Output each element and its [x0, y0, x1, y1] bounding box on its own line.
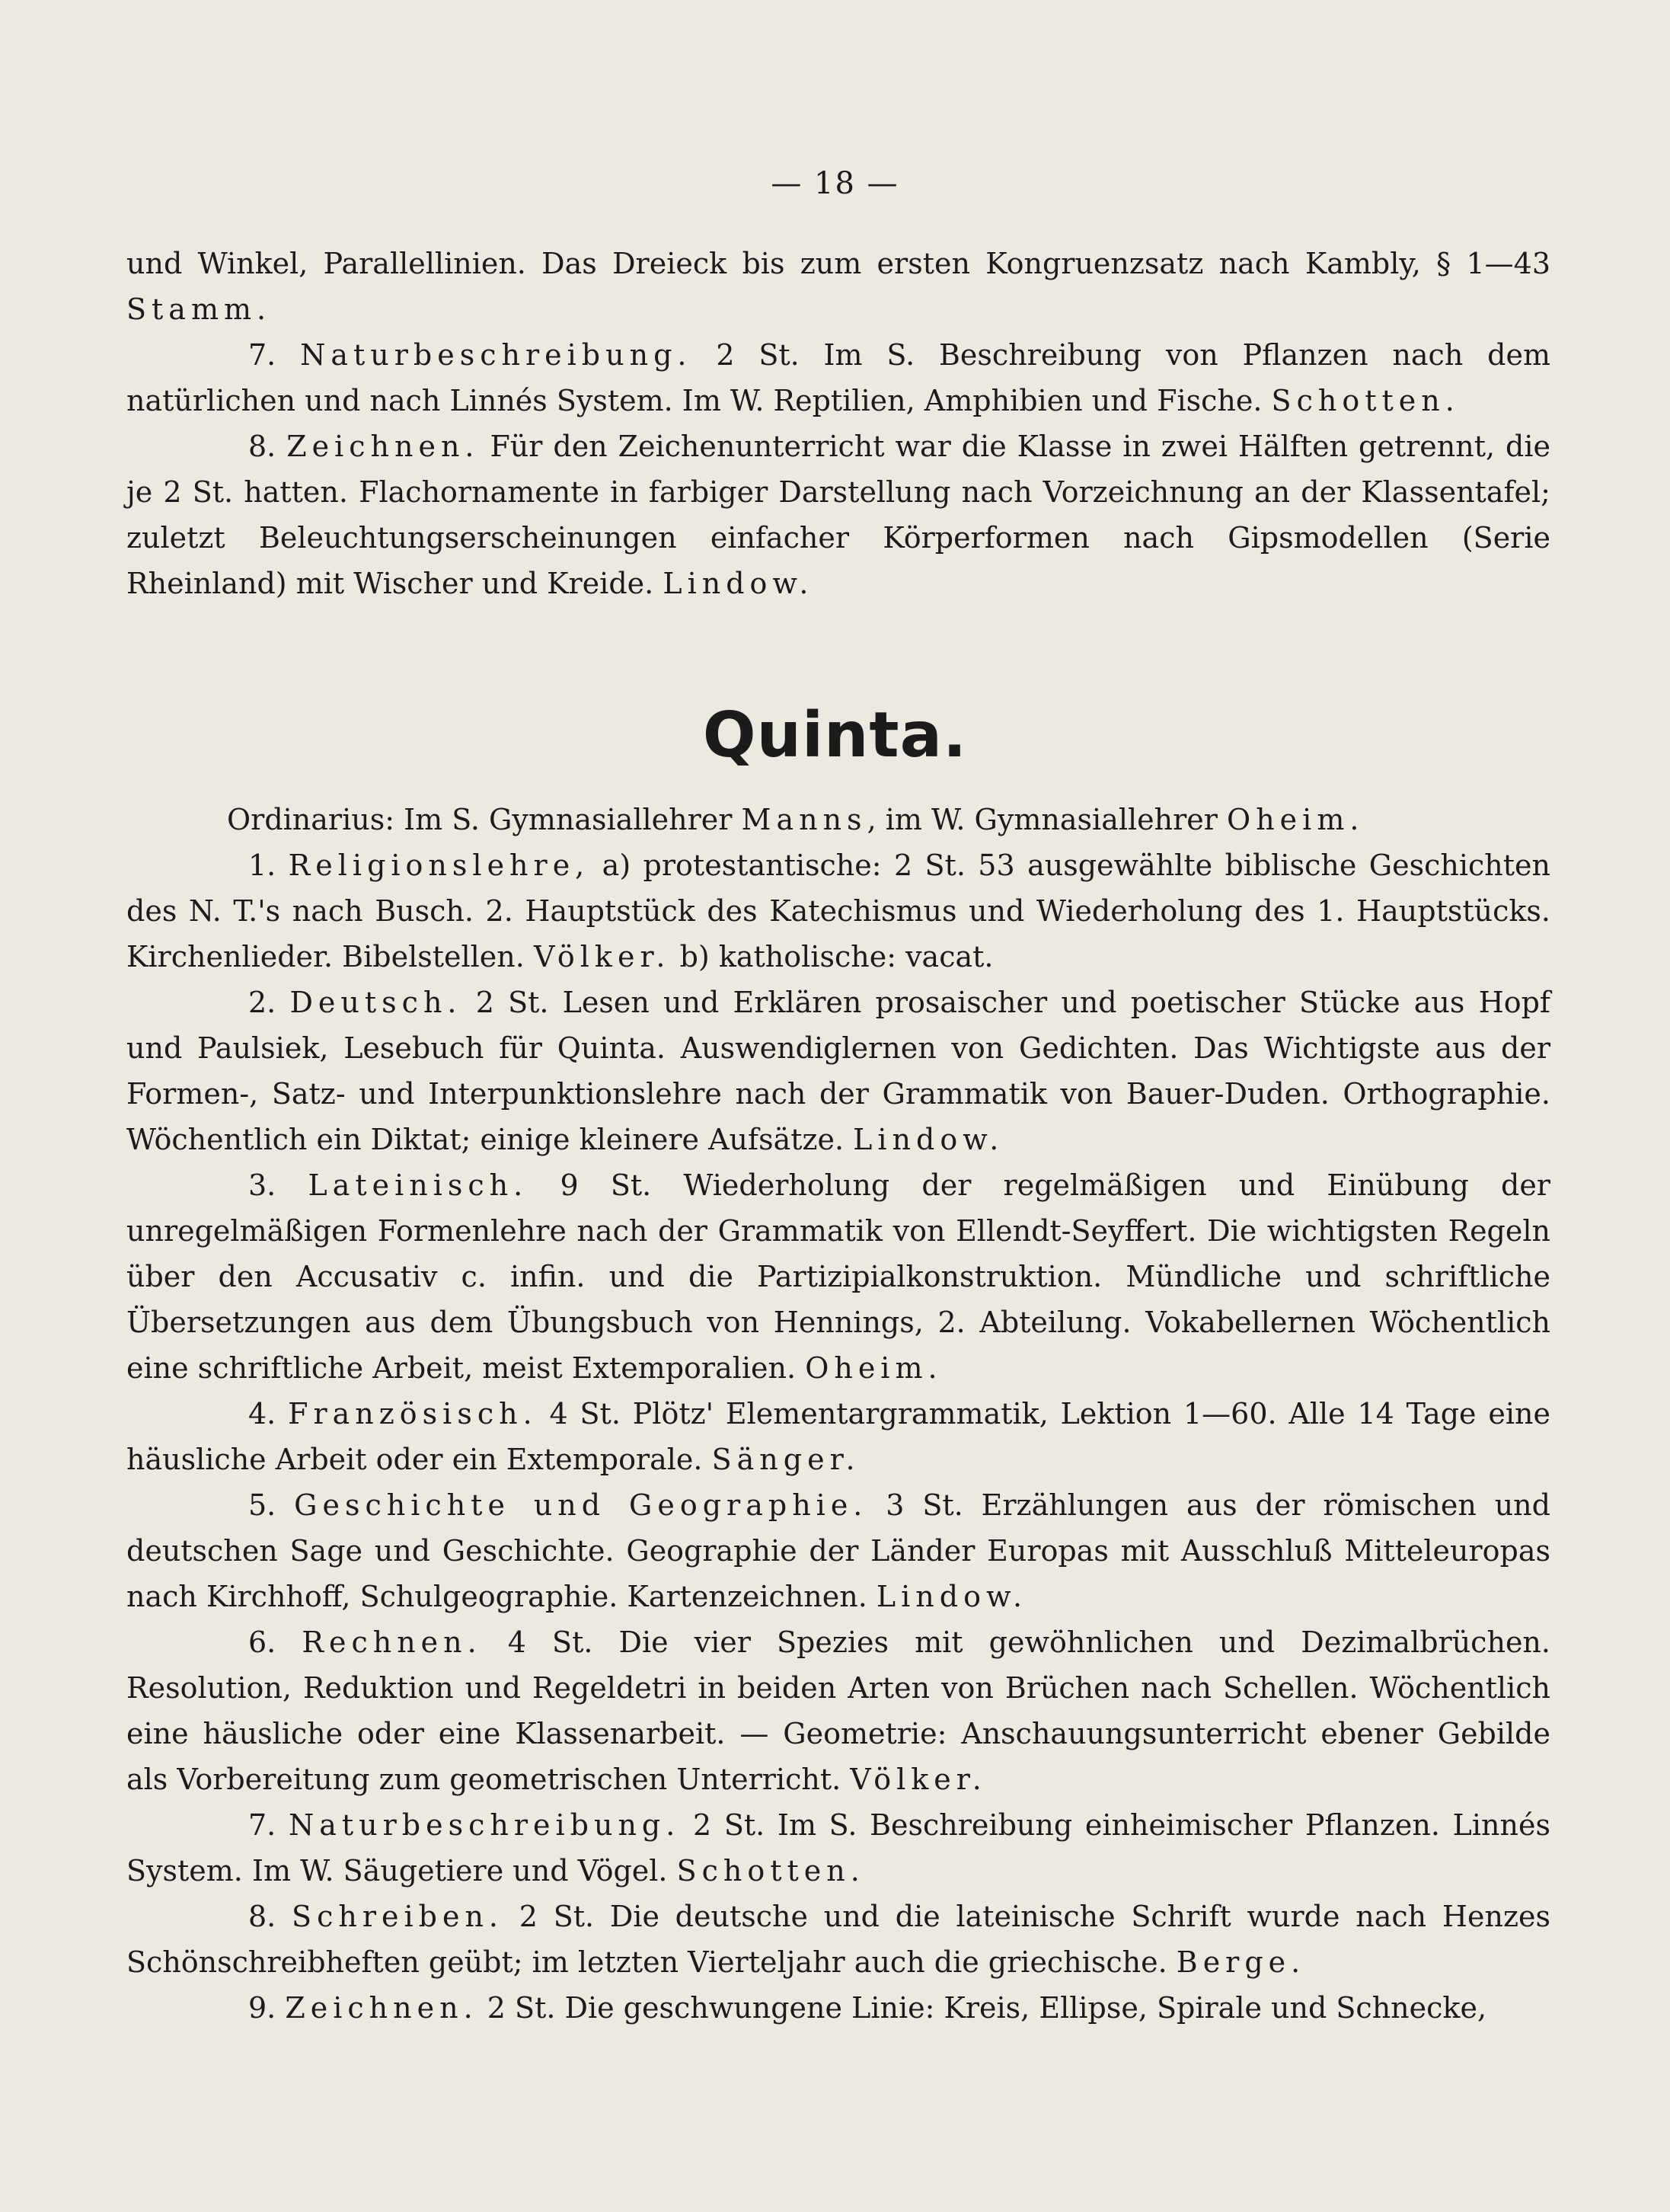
item-number: 2. [248, 986, 276, 1019]
teacher-name: Lindow. [876, 1580, 1028, 1613]
subject-name: Schreiben. [292, 1900, 503, 1933]
item-number: 8. [248, 1900, 276, 1933]
subject-list [126, 842, 1550, 2031]
section-heading: Quinta. [702, 699, 968, 772]
subject-name: Rechnen. [302, 1625, 482, 1659]
subject-text: 2 St. Die geschwungene Linie: Kreis, Ellipse, Spirale und Schnecke, [487, 1991, 1487, 2025]
subject-paragraph [126, 842, 1550, 980]
subject-name: Zeichnen. [286, 430, 480, 463]
continuation-paragraph [126, 241, 1550, 332]
teacher-name: Schotten. [1271, 384, 1460, 417]
teacher-name: Stamm. [126, 292, 272, 326]
item-number: 3. [248, 1168, 276, 1202]
subject-text: 3 St. Erzählungen aus der römischen und deutschen Sage und Geschichte. Geographie der Länder Europas mit Ausschluß Mitteleuropas nach Kirchhoff, Schulgeographie. Kartenzeichnen. [126, 1488, 1550, 1613]
teacher-name: Lindow. [853, 1123, 1004, 1156]
teacher-name: Berge. [1176, 1945, 1306, 1979]
teacher-name: Schotten. [676, 1854, 865, 1888]
item-number: 1. [248, 849, 276, 882]
page-number: — 18 — [771, 166, 899, 201]
teacher-name: Völker. [850, 1763, 987, 1796]
subject-name: Deutsch. [289, 986, 462, 1019]
top-text-block [126, 241, 1550, 606]
subject-paragraph [126, 1894, 1550, 1985]
item-number: 4. [248, 1397, 276, 1430]
subject-text: Für den Zeichenunterricht war die Klasse in zwei Hälften getrennt, die je 2 St. hatten. Flachornamente in farbiger Darstellung nach Vorzeichnung an der Klassentafel; zuletzt Beleuchtungserscheinungen einfacher Körperformen nach Gipsmodellen (Serie Rheinland) mit Wischer und Kreide. [126, 430, 1550, 600]
ordinarius-name-summer: Manns [741, 803, 867, 836]
subject-paragraph [126, 1802, 1550, 1894]
subject-name: Naturbeschreibung. [288, 1808, 681, 1842]
paragraph-zeichnen [126, 424, 1550, 606]
subject-text: 2 St. Die deutsche und die lateinische Schrift wurde nach Henzes Schönschreibheften geübt; im letzten Vierteljahr auch die griechische. [126, 1900, 1550, 1979]
subject-paragraph [126, 1162, 1550, 1391]
subject-paragraph [126, 1985, 1550, 2031]
item-number: 7. [248, 338, 276, 372]
subject-paragraph [126, 980, 1550, 1162]
subject-text: 4 St. Plötz' Elementargrammatik, Lektion 1—60. Alle 14 Tage eine häusliche Arbeit oder ein Extemporale. [126, 1397, 1550, 1476]
teacher-name: Sänger. [711, 1443, 861, 1476]
subject-name: Naturbeschreibung. [300, 338, 692, 372]
item-number: 9. [248, 1991, 276, 2025]
subject-text: 9 St. Wiederholung der regelmäßigen und Einübung der unregelmäßigen Formenlehre nach der Grammatik von Ellendt-Seyffert. Die wichtigsten Regeln über den Accusativ c. infin. und die Partizipialkonstruktion. Mündliche und schriftliche Übersetzungen aus dem Übungsbuch von Hennings, 2. Abteilung. Vokabellernen Wöchentlich eine schriftliche Arbeit, meist Extemporalien. [126, 1168, 1550, 1385]
subject-paragraph [126, 1482, 1550, 1619]
subject-text: 2 St. Im S. Beschreibung von Pflanzen nach dem natürlichen und nach Linnés System. Im W. Reptilien, Amphibien und Fische. [126, 338, 1550, 417]
subject-name: Religionslehre, [288, 849, 590, 882]
item-number: 7. [248, 1808, 276, 1842]
ordinarius-end: . [1349, 803, 1359, 836]
subject-name: Geschichte und Geographie. [294, 1488, 868, 1522]
teacher-name: Lindow. [663, 567, 814, 600]
teacher-name: Oheim. [805, 1351, 943, 1385]
subject-paragraph [126, 1619, 1550, 1802]
subject-name: Französisch. [288, 1397, 538, 1430]
item-number: 6. [248, 1625, 276, 1659]
paragraph-naturbeschreibung [126, 332, 1550, 424]
subject-name: Lateinisch. [308, 1168, 528, 1202]
ordinarius-name-winter: Oheim [1227, 803, 1350, 836]
subject-text: 4 St. Die vier Spezies mit gewöhnlichen und Dezimalbrüchen. Resolution, Reduktion und Regeldetri in beiden Arten von Brüchen nach Schellen. Wöchentlich eine häusliche oder eine Klassenarbeit. — Geometrie: Anschauungsunterricht ebener Gebilde als Vorbereitung zum geometrischen Unterricht. [126, 1625, 1550, 1796]
item-number: 5. [248, 1488, 276, 1522]
teacher-name: Völker. [533, 940, 671, 973]
ordinarius-prefix: Ordinarius: Im S. Gymnasiallehrer [227, 803, 733, 836]
quinta-text-block [126, 797, 1550, 2031]
subject-text: a) protestantische: 2 St. 53 ausgewählte biblische Geschichten des N. T.'s nach Busch. 2. Hauptstück des Katechismus und Wiederholung des 1. Hauptstücks. Kirchenlieder. Bibelstellen. [126, 849, 1550, 973]
subject-text: 2 St. Lesen und Erklären prosaischer und poetischer Stücke aus Hopf und Paulsiek, Lesebuch für Quinta. Auswendiglernen von Gedichten. Das Wichtigste aus der Formen-, Satz- und Interpunktionslehre nach der Grammatik von Bauer-Duden. Orthographie. Wöchentlich ein Diktat; einige kleinere Aufsätze. [126, 986, 1550, 1156]
continuation-line: und Winkel, Parallellinien. Das Dreieck bis zum ersten Kongruenzsatz nach Kambly, § 1—43 [126, 247, 1550, 280]
ordinarius-line [126, 797, 1550, 842]
ordinarius-mid: , im W. Gymnasiallehrer [867, 803, 1218, 836]
subject-paragraph [126, 1391, 1550, 1482]
subject-text: 2 St. Im S. Beschreibung einheimischer Pflanzen. Linnés System. Im W. Säugetiere und Vögel. [126, 1808, 1550, 1888]
subject-name: Zeichnen. [285, 1991, 478, 2025]
item-number: 8. [248, 430, 276, 463]
subject-text-after: b) katholische: vacat. [679, 940, 994, 973]
